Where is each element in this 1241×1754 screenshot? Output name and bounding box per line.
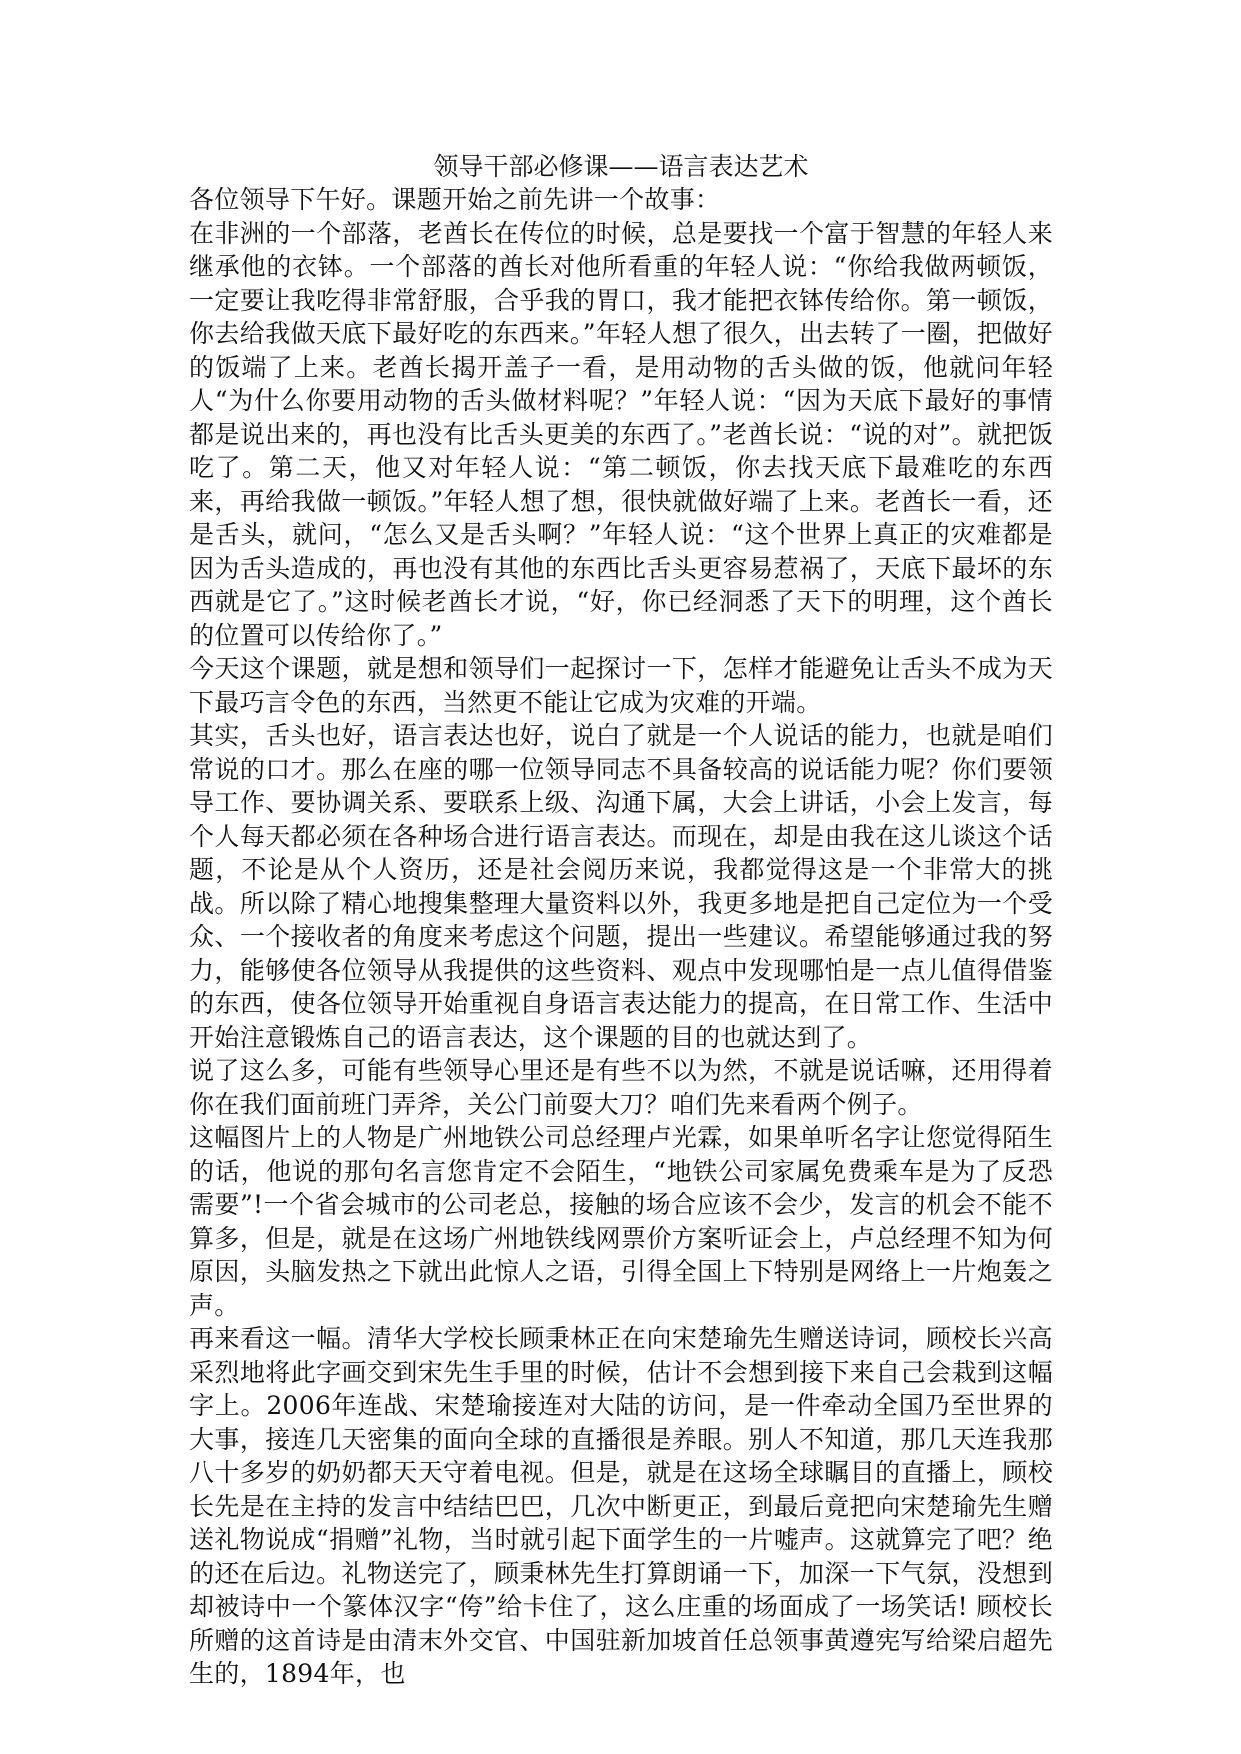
- transition-paragraph: 说了这么多，可能有些领导心里还是有些不以为然，不就是说话嘛，还用得着你在我们面前班门弄斧，关公门前耍大刀？咱们先来看两个例子。: [189, 1056, 1053, 1119]
- document-body: [189, 150, 1053, 1691]
- document-title: 领导干部必修课——语言表达艺术: [433, 152, 809, 181]
- intro-paragraph: 各位领导下午好。课题开始之前先讲一个故事：: [189, 185, 721, 214]
- story-paragraph: 在非洲的一个部落，老酋长在传位的时候，总是要找一个富于智慧的年轻人来继承他的衣钵。一个部落的酋长对他所看重的年轻人说：“你给我做两顿饭，一定要让我吃得非常舒服，合乎我的胃口，我才能把衣钵传给你。第一顿饭，你去给我做天底下最好吃的东西来。”年轻人想了很久，出去转了一圈，把做好的饭端了上来。老酋长揭开盖子一看，是用动物的舌头做的饭，他就问年轻人“为什么你要用动物的舌头做材料呢？”年轻人说：“因为天底下最好的事情都是说出来的，再也没有比舌头更美的东西了。”老酋长说：“说的对”。就把饭吃了。第二天，他又对年轻人说：“第二顿饭，你去找天底下最难吃的东西来，再给我做一顿饭。”年轻人想了想，很快就做好端了上来。老酋长一看，还是舌头，就问，“怎么又是舌头啊？”年轻人说：“这个世界上真正的灾难都是因为舌头造成的，再也没有其他的东西比舌头更容易惹祸了，天底下最坏的东西就是它了。”这时候老酋长才说，“好，你已经洞悉了天下的明理，这个酋长的位置可以传给你了。”: [189, 218, 1053, 650]
- topic-paragraph: 今天这个课题，就是想和领导们一起探讨一下，怎样才能避免让舌头不成为天下最巧言令色的东西，当然更不能让它成为灾难的开端。: [189, 654, 1053, 717]
- example-one-paragraph: 这幅图片上的人物是广州地铁公司总经理卢光霖，如果单听名字让您觉得陌生的话，他说的那句名言您肯定不会陌生，“地铁公司家属免费乘车是为了反恐需要”!一个省会城市的公司老总，接触的场合应该不会少，发言的机会不能不算多，但是，就是在这场广州地铁线网票价方案听证会上，卢总经理不知为何原因，头脑发热之下就出此惊人之语，引得全国上下特别是网络上一片炮轰之声。: [189, 1123, 1053, 1320]
- explanation-paragraph: 其实，舌头也好，语言表达也好，说白了就是一个人说话的能力，也就是咱们常说的口才。那么在座的哪一位领导同志不具备较高的说话能力呢？你们要领导工作、要协调关系、要联系上级、沟通下属，大会上讲话，小会上发言，每个人每天都必须在各种场合进行语言表达。而现在，却是由我在这儿谈这个话题，不论是从个人资历，还是社会阅历来说，我都觉得这是一个非常大的挑战。所以除了精心地搜集整理大量资料以外，我更多地是把自己定位为一个受众、一个接收者的角度来考虑这个问题，提出一些建议。希望能够通过我的努力，能够使各位领导从我提供的这些资料、观点中发现哪怕是一点儿值得借鉴的东西，使各位领导开始重视自身语言表达能力的提高，在日常工作、生活中开始注意锻炼自己的语言表达，这个课题的目的也就达到了。: [189, 721, 1053, 1052]
- example-two-paragraph: 再来看这一幅。清华大学校长顾秉林正在向宋楚瑜先生赠送诗词，顾校长兴高采烈地将此字画交到宋先生手里的时候，估计不会想到接下来自己会栽到这幅字上。2006年连战、宋楚瑜接连对大陆的访问，是一件牵动全国乃至世界的大事，接连几天密集的面向全球的直播很是养眼。别人不知道，那几天连我那八十多岁的奶奶都天天守着电视。但是，就是在这场全球瞩目的直播上，顾校长先是在主持的发言中结结巴巴，几次中断更正，到最后竟把向宋楚瑜先生赠送礼物说成“捐赠”礼物，当时就引起下面学生的一片嘘声。这就算完了吧？绝的还在后边。礼物送完了，顾秉林先生打算朗诵一下，加深一下气氛，没想到却被诗中一个篆体汉字“侉”给卡住了，这么庄重的场面成了一场笑话! 顾校长所赠的这首诗是由清末外交官、中国驻新加坡首任总领事黄遵宪写给梁启超先生的，1894年，也: [189, 1324, 1053, 1688]
